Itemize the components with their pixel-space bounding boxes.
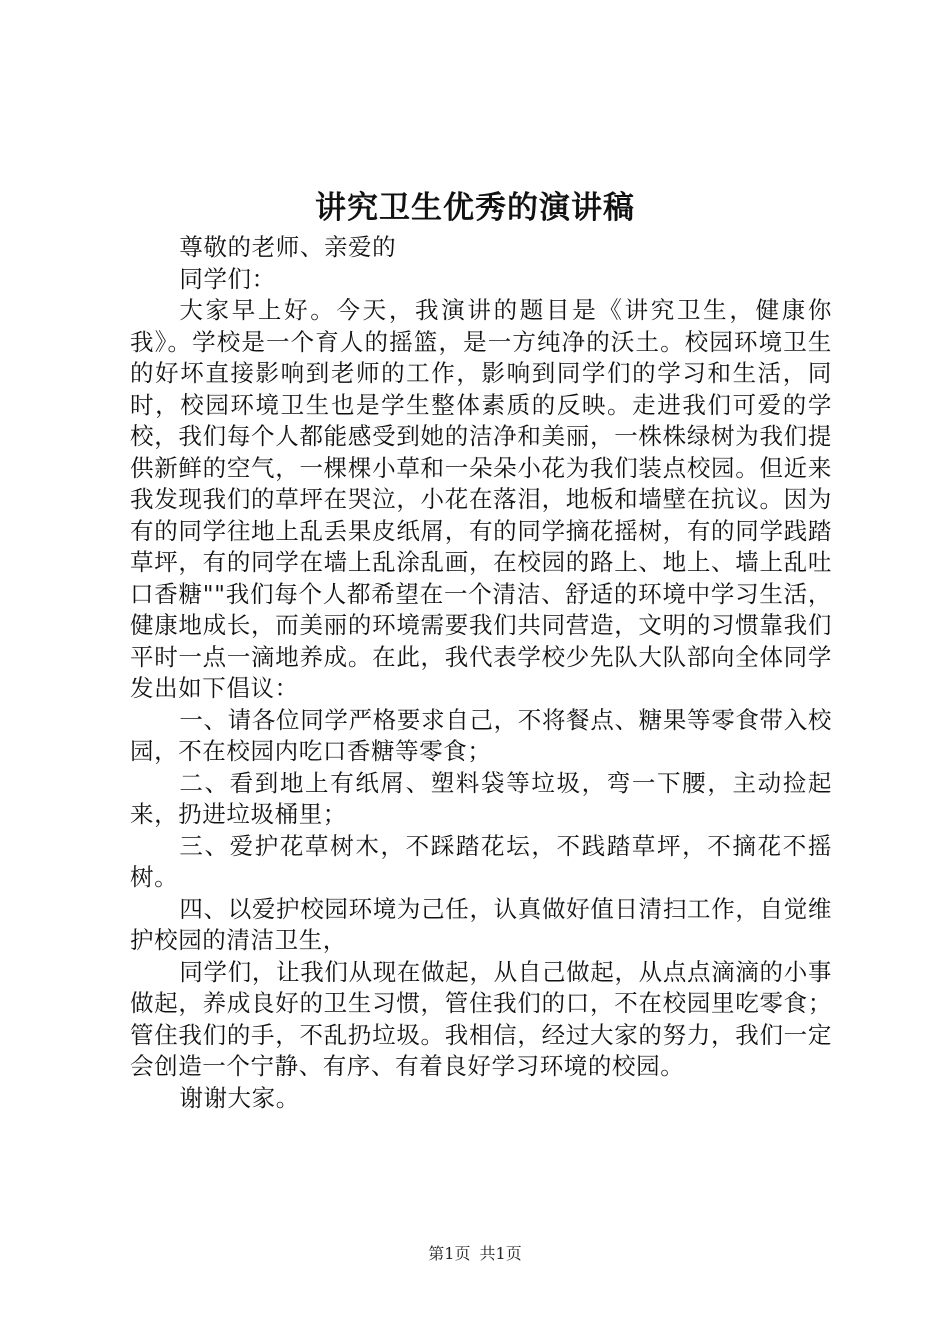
document-title: 讲究卫生优秀的演讲稿 — [315, 190, 635, 226]
proposal-item-3: 三、爱护花草树木，不踩踏花坛，不践踏草坪，不摘花不摇树。 — [130, 831, 832, 891]
page-number-total: 共1页 — [479, 1244, 522, 1263]
paragraph-intro: 大家早上好。今天，我演讲的题目是《讲究卫生，健康你我》。学校是一个育人的摇篮，是一方纯净的沃土。校园环境卫生的好坏直接影响到老师的工作，影响到同学们的学习和生活，同时，校园环境卫生也是学生整体素质的反映。走进我们可爱的学校，我们每个人都能感受到她的洁净和美丽，一株株绿树为我们提供新鲜的空气，一棵棵小草和一朵朵小花为我们装点校园。但近来我发现我们的草坪在哭泣，小花在落泪，地板和墙壁在抗议。因为有的同学往地上乱丢果皮纸屑，有的同学摘花摇树，有的同学践踏草坪，有的同学在墙上乱涂乱画，在校园的路上、地上、墙上乱吐口香糖""我们每个人都希望在一个清洁、舒适的环境中学习生活，健康地成长，而美丽的环境需要我们共同营造，文明的习惯靠我们平时一点一滴地养成。在此，我代表学校少先队大队部向全体同学发出如下倡议： — [130, 296, 832, 702]
proposal-item-2: 二、看到地上有纸屑、塑料袋等垃圾，弯一下腰，主动捡起来，扔进垃圾桶里； — [130, 768, 832, 828]
salutation-line-1: 尊敬的老师、亲爱的 — [179, 233, 397, 261]
page-footer — [0, 1244, 950, 1264]
paragraph-closing: 同学们，让我们从现在做起，从自己做起，从点点滴滴的小事做起，养成良好的卫生习惯，管住我们的口，不在校园里吃零食；管住我们的手，不乱扔垃圾。我相信，经过大家的努力，我们一定会创造一个宁静、有序、有着良好学习环境的校园。 — [130, 957, 832, 1080]
proposal-item-4: 四、以爱护校园环境为己任，认真做好值日清扫工作，自觉维护校园的清洁卫生， — [130, 894, 832, 954]
proposal-item-1: 一、请各位同学严格要求自己，不将餐点、糖果等零食带入校园，不在校园内吃口香糖等零食； — [130, 705, 832, 765]
page-number-current: 第1页 — [428, 1244, 471, 1263]
document-body — [130, 232, 832, 1114]
thanks-line: 谢谢大家。 — [179, 1083, 300, 1112]
salutation-line-2: 同学们： — [179, 264, 276, 293]
